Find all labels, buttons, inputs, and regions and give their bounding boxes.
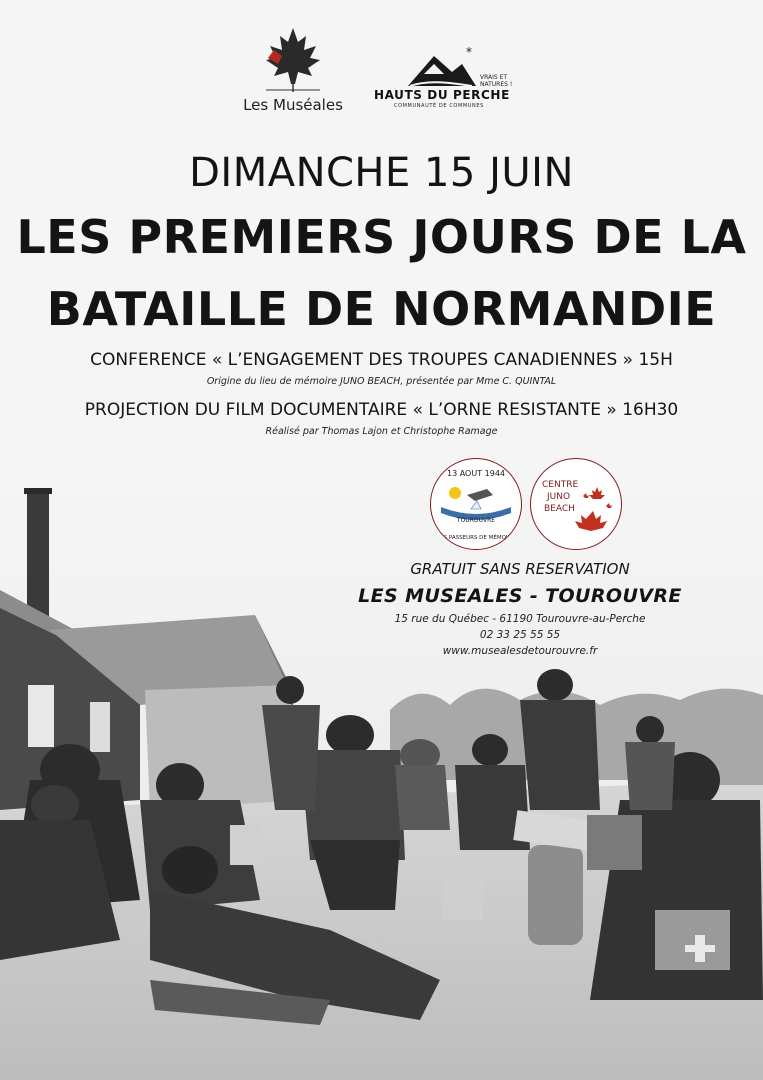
projection-line: PROJECTION DU FILM DOCUMENTAIRE « L’ORNE RESISTANTE » 16H30 [84,400,679,420]
projection-note: Réalisé par Thomas Lajon et Christophe Ramage [265,426,498,437]
conference-note: Origine du lieu de mémoire JUNO BEACH, présentée par Mme C. QUINTAL [206,376,557,387]
museales-logo [238,24,348,116]
centre-juno-beach-badge [530,458,622,550]
badge-left-bottom-text: LES PASSEURS DE MÉMOIRE [437,535,515,541]
badge-right-line1: CENTRE [542,480,579,490]
passeurs-de-memoire-badge [430,458,522,550]
website-link[interactable]: www.musealesdetourouvre.fr [442,645,598,657]
address-text: 15 rue du Québec - 61190 Tourouvre-au-Perche [394,613,646,625]
juno-beach-seal-icon [531,459,621,549]
passeurs-de-memoire-seal-icon [431,459,521,549]
venue-name: LES MUSEALES - TOUROUVRE [358,585,682,607]
hauts-tagline-line2: NATURES ! [480,81,513,88]
hauts-tagline [480,74,512,88]
badge-left-top-text: 13 AOUT 1944 [447,469,505,478]
museales-logo-text: Les Muséales [243,96,343,114]
event-title-line1: LES PREMIERS JOURS DE LA [16,210,747,264]
badge-left-middle-text: TOUROUVRE [456,517,496,524]
maple-leaf-logo-icon [238,24,348,96]
conference-line: CONFERENCE « L’ENGAGEMENT DES TROUPES CANADIENNES » 15H [90,350,673,370]
phone-text: 02 33 25 55 55 [479,629,561,641]
event-date: DIMANCHE 15 JUIN [189,150,574,196]
hauts-subtitle-text: COMMUNAUTÉ DE COMMUNES [394,103,484,109]
badge-right-line2: JUNO [547,492,571,502]
free-entry-text: GRATUIT SANS RESERVATION [410,560,630,578]
hauts-du-perche-logo [372,44,522,114]
hauts-brand-text: HAUTS DU PERCHE [374,88,510,102]
svg-text:*: * [466,45,472,59]
event-title-line2: BATAILLE DE NORMANDIE [46,282,717,336]
hauts-tagline-line1: VRAIS ET [480,74,508,81]
badge-right-line3: BEACH [544,504,575,514]
